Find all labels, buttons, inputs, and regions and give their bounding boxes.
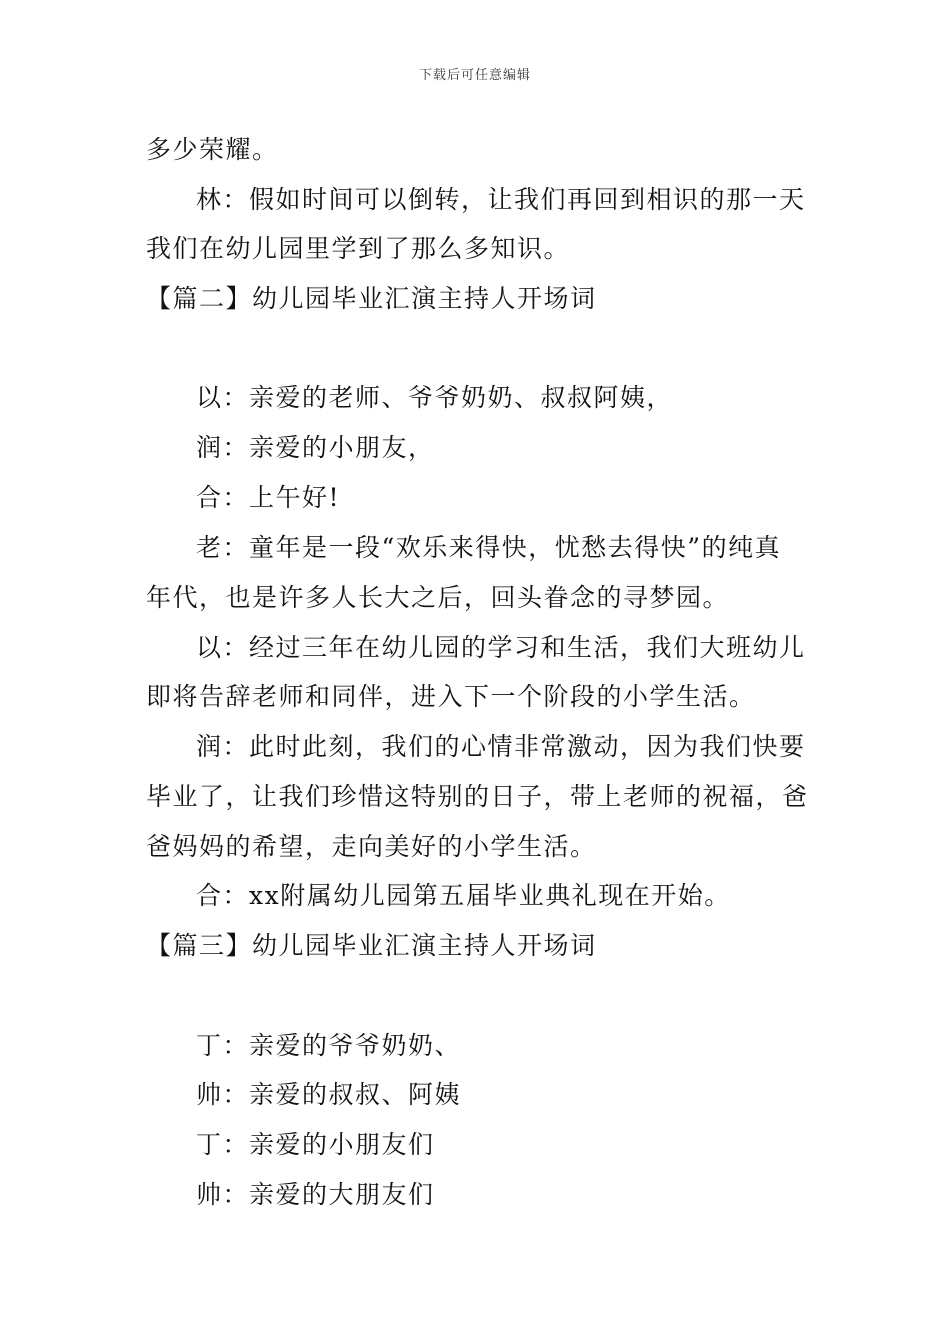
- text-line: 丁：亲爱的小朋友们: [196, 1130, 435, 1159]
- text-line: 以：亲爱的老师、爷爷奶奶、叔叔阿姨，: [196, 383, 674, 412]
- text-line: 润：亲爱的小朋友，: [196, 433, 435, 462]
- page-header: 下载后可任意编辑: [418, 68, 531, 83]
- section-heading: 【篇二】幼儿园毕业汇演主持人开场词: [146, 284, 597, 313]
- text-line: 毕业了，让我们珍惜这特别的日子，带上老师的祝福，爸: [146, 782, 809, 811]
- text-line: 以：经过三年在幼儿园的学习和生活，我们大班幼儿: [196, 633, 806, 662]
- text-line: 润：此时此刻，我们的心情非常激动，因为我们快要: [196, 732, 806, 761]
- text-line: 帅：亲爱的大朋友们: [196, 1180, 435, 1209]
- text-line: 我们在幼儿园里学到了那么多知识。: [146, 234, 571, 263]
- text-line: 年代，也是许多人长大之后，回头眷念的寻梦园。: [146, 583, 730, 612]
- text-line: 帅：亲爱的叔叔、阿姨: [196, 1080, 462, 1109]
- text-line: 爸妈妈的希望，走向美好的小学生活。: [146, 832, 597, 861]
- text-line: 老：童年是一段“欢乐来得快，忧愁去得快”的纯真: [196, 533, 782, 562]
- text-line: 丁：亲爱的爷爷奶奶、: [196, 1031, 462, 1060]
- text-line: 多少荣耀。: [146, 135, 279, 164]
- text-line: 合：xx附属幼儿园第五届毕业典礼现在开始。: [196, 881, 731, 910]
- text-line: 林：假如时间可以倒转，让我们再回到相识的那一天: [196, 185, 806, 214]
- section-heading: 【篇三】幼儿园毕业汇演主持人开场词: [146, 931, 597, 960]
- text-line: 合：上午好!: [196, 483, 341, 512]
- text-line: 即将告辞老师和同伴，进入下一个阶段的小学生活。: [146, 682, 756, 711]
